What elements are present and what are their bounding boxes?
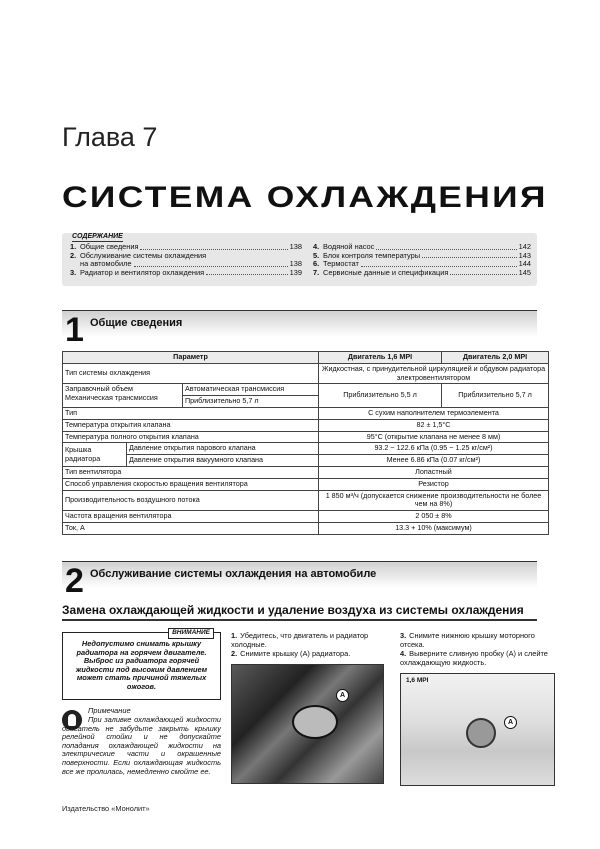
step-3: 3. Снимите нижнюю крышку моторного отсека. [400,631,535,649]
toc-heading: СОДЕРЖАНИЕ [72,233,123,240]
column-header: Двигатель 2,0 MPI [442,352,549,364]
column-header: Двигатель 1,6 MPI [319,352,442,364]
table-row: Тип вентилятора Лопастный [63,466,549,478]
warning-box [62,629,221,700]
warning-tag: ВНИМАНИЕ [168,628,214,639]
section-number: 1 [65,311,84,349]
table-header-row [63,352,549,364]
callout-a: A [336,689,349,702]
table-row: Тип С сухим наполнителем термоэлемента [63,407,549,419]
step-4: 4. Выверните сливную пробку (А) и слейте охлаждающую жидкость. [400,649,548,667]
chapter-label: Глава 7 [62,122,158,152]
toc-item[interactable]: 7. Сервисные данные и спецификация 145 [313,267,531,277]
table-row: Способ управления скоростью вращения вентилятора Резистор [63,478,549,490]
table-row: Ток, А 13.3 + 10% (максимум) [63,522,549,534]
table-row: Производительность воздушного потока 1 850 м³/ч (допускается снижение производительности не более чем на 8%) [63,490,549,511]
callout-a: A [504,716,517,729]
radiator-cap-photo [231,664,384,784]
note-title: Примечание [88,706,131,715]
drain-plug-shape [466,718,496,748]
step-1: 1. Убедитесь, что двигатель и радиатор холодные. [231,631,369,649]
section-title: Общие сведения [90,317,183,329]
toc-item-continued[interactable]: на автомобиле 138 [80,259,302,269]
table-row: Температура открытия клапана 82 ± 1,5°C [63,419,549,431]
toc-column-left [70,243,302,277]
toc-item[interactable]: 1. Общие сведения 138 [70,242,302,251]
section-number: 2 [65,562,84,600]
table-of-contents [62,233,537,286]
photo-label: 1,6 MPI [406,677,429,684]
table-row: Крышка радиатора Давление открытия парового клапана 93.2 ~ 122.6 кПа (0.95 ~ 1.25 кг/см²) [63,443,549,455]
table-row: Температура полного открытия клапана 95°C (открытие клапана не менее 8 мм) [63,431,549,443]
chapter-title: СИСТЕМА ОХЛАЖДЕНИЯ [62,181,548,214]
section-header-1 [62,310,537,348]
toc-item[interactable]: 5. Блок контроля температуры 143 [313,250,531,260]
spec-table [62,351,549,535]
column-header: Параметр [63,352,319,364]
warning-text: Недопустимо снимать крышку радиатора на горячем двигателе. Выброс из радиатора горячей жидкости под высоким давлением может стать причиной тяжелых ожогов. [75,639,208,691]
note-text: При заливке охлаждающей жидкости двигатель не забудьте закрыть крышку релейной стойки и не допускайте попадания охлаждающей жидкости на электрические части и окрашенные поверхности. Если охлаждающая жидкость все же пролилась, немедленно смойте ее. [62,715,221,776]
table-row: Тип системы охлаждения Жидкостная, с принудительной циркуляцией и обдувом радиатора электровентилятором [63,363,549,384]
step-2: 2. Снимите крышку (А) радиатора. [231,649,351,658]
subsection-heading: Замена охлаждающей жидкости и удаление воздуха из системы охлаждения [62,603,537,621]
toc-column-right [313,243,531,277]
toc-item[interactable]: 4. Водяной насос 142 [313,242,531,251]
toc-item[interactable]: 2. Обслуживание системы охлаждения [70,250,207,260]
section-title: Обслуживание системы охлаждения на автомобиле [90,568,377,580]
toc-item[interactable]: 6. Термостат 144 [313,259,531,269]
section-header-2 [62,561,537,599]
radiator-cap-shape [292,705,338,739]
table-row: Частота вращения вентилятора 2 050 ± 8% [63,511,549,523]
toc-item[interactable]: 3. Радиатор и вентилятор охлаждения 139 [70,267,302,277]
table-row: Давление открытия вакуумного клапана Менее 6.86 кПа (0.07 кг/см²) [63,455,549,467]
table-row: Заправочный объем Механическая трансмиссия Автоматическая трансмиссия Приблизительно 5,7 л Приблизительно 5,5 л Приблизительно 5,7 л [63,384,549,408]
footer-publisher: Издательство «Монолит» [62,804,150,813]
drain-plug-photo [400,673,555,786]
